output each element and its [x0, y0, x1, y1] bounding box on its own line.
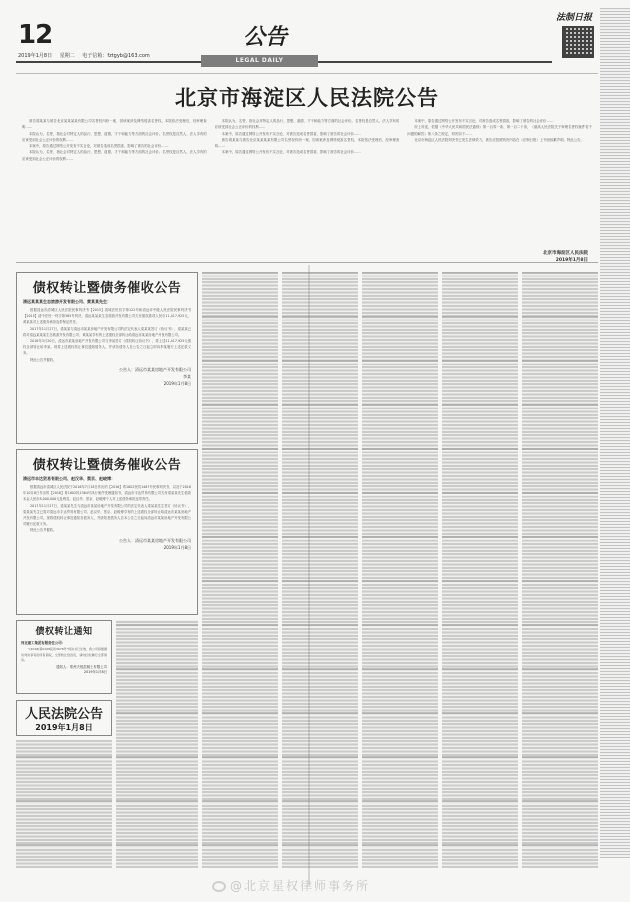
small-print-column — [522, 272, 598, 868]
paragraph: 本案中，原告通过网络公开发布不实言论，对被告造成名誉损害，影响了被告的社会评价…… — [221, 131, 361, 136]
court-notice-badge — [16, 700, 112, 736]
signer-2: 李某 — [183, 373, 191, 379]
small-print-column — [202, 272, 278, 868]
text-column — [22, 118, 207, 258]
notice-date: 2019年1月8日 — [83, 670, 107, 674]
signature-court: 北京市海淀区人民法院 — [543, 251, 588, 256]
court-announcement-title: 北京市海淀区人民法院公告 — [175, 86, 439, 110]
paragraph: 本院认为，名誉，指社会对特定人的品行、思想、道德、才干和能力等方面的社会评价。名誉权是自然人、法人享有的应该受到社会公正评价的权利…… — [22, 150, 207, 161]
paragraph: 本案中，原告通过网络公开发布不实言论，对被告造成名誉损害，影响了被告的社会评价…… — [414, 119, 554, 123]
text-column — [215, 118, 400, 258]
paragraph: 本案中，原告通过网络公开发布不实言论，对被告造成名誉损害，影响了被告的社会评价…… — [29, 144, 169, 149]
page-fold-line — [308, 265, 310, 885]
weibo-icon — [212, 881, 226, 892]
small-print-column — [16, 740, 112, 868]
watermark — [212, 877, 370, 894]
watermark-text: @北京星权律师事务所 — [230, 879, 371, 893]
paragraph: 本院认为，名誉，指社会对特定人的品行、思想、道德、才干和能力等方面的社会评价。名誉权是自然人、法人享有的应该受到社会公正评价的权利…… — [22, 131, 207, 142]
notice-date: 2019年1月8日 — [163, 544, 191, 550]
small-print-column — [442, 272, 518, 868]
signature-date: 2019年1月8日 — [555, 258, 588, 263]
court-signature — [543, 250, 588, 264]
debt-transfer-notice-1 — [16, 272, 198, 444]
paper-logo: 法制日报 — [556, 13, 593, 23]
notice-addressee: 清远某某某生态旅游开发有限公司、黄某某先生： — [23, 299, 111, 304]
page-number: 12 — [18, 20, 53, 50]
notice-title: 债权转让暨债务催收公告 — [32, 281, 182, 296]
paragraph: 本院认为，名誉，指社会对特定人的品行、思想、道德、才干和能力等方面的社会评价。名誉权是自然人、法人享有的应该受到社会公正评价的权利…… — [214, 119, 400, 130]
section-title: 公告 — [242, 24, 287, 50]
small-print-column — [116, 620, 198, 868]
small-print-column — [362, 272, 438, 868]
masthead-rule-right — [318, 61, 552, 63]
paragraph: 特此公告并催收。 — [30, 357, 57, 362]
court-announcement — [16, 73, 598, 263]
notice-title: 债权转让暨债务催收公告 — [32, 458, 182, 473]
paragraph: 2017年11月27日，梁某某与清远市某某房地产开发有限公司的法定代表人梁某某签订《协议书》，梁某某已将对清远某某某生态旅游开发有限公司、黄某某享有的上述债权全部转让给清远市某某房地产开发有限公司。 — [23, 326, 191, 337]
notice-signature — [23, 537, 191, 551]
paragraph: 被告胡某某与被告北京某某某某有限公司名誉权纠纷一案，因该案涉及网络侵害名誉权，本院依法受理后，经审理查明…… — [214, 137, 400, 149]
paragraph: 2018年3月20日，清远市某某房地产开发有限公司与李某签订《债权转让协议书》，将上述11,417,925元债权全部转让给李某。现将上述债权转让事宜通知债务人，并请各债务人自公告之日起立即向李某履行上述还款义务。 — [23, 339, 191, 356]
signer: 公告人：清远市某某房地产开发有限公司 — [119, 366, 191, 372]
paragraph: 根据清远市清城区人民法院民事判决书【2015】清城法民初字第122号和清远市中级人民法院民事判决书【2015】清中法民一终字第365号判决，清远某某某生态旅游开发有限公司欠付债权款项人民币11,417,925元，黄某某对上述债务承担连带保证责任。 — [23, 308, 191, 325]
email-label: 电子信箱： — [82, 53, 108, 59]
debt-transfer-notification — [16, 620, 112, 694]
legal-daily-band: LEGAL DAILY — [201, 55, 318, 67]
paragraph: 北京市海淀区人民法院判决书已发生法律效力，被告应按照判决内容在《法制日报》上刊登致歉声明。特此公告。 — [414, 137, 584, 142]
notice-addressee: 清远市丰达贸易有限公司、赵汉华、蔡京、赵峻博： — [23, 476, 115, 481]
badge-date: 2019年1月8日 — [35, 723, 93, 732]
debt-transfer-notice-2 — [16, 449, 198, 615]
dateline — [18, 52, 156, 59]
notice-signature — [23, 366, 191, 387]
text-column — [407, 118, 592, 258]
notice-body — [23, 307, 191, 363]
notice-addressee: 河北建工集团有限责任公司： — [21, 641, 66, 645]
signer: 通知人：郑州天悦混凝土有限公司 — [56, 664, 107, 669]
qr-code-icon[interactable] — [562, 26, 594, 58]
weekday: 星期二 — [59, 53, 75, 59]
notice-title: 债权转让通知 — [35, 627, 93, 637]
paragraph: 综上所述，依据《中华人民共和国民法通则》第一百零一条、第一百二十条，《最高人民法院关于审理名誉权案件若干问题的解答》第八条之规定，判决如下…… — [407, 125, 593, 136]
paragraph: 被告胡某某与被告北京某某某某有限公司名誉权纠纷一案，因该案涉及网络侵害名誉权，本院依法受理后，经审理查明…… — [22, 119, 207, 130]
notice-body — [23, 484, 191, 534]
adjacent-page-edge — [600, 8, 630, 858]
issue-date: 2019年1月8日 — [18, 53, 53, 59]
notice-signature — [21, 665, 107, 676]
paragraph: "(2018)冀0108民初3078号"判决书已生效，我公司将根据该判决享有的所有债权，全部转让给四包，请向四包履行全部债务。 — [21, 647, 108, 662]
badge-title: 人民法院公告 — [24, 707, 103, 722]
notice-body — [21, 647, 107, 664]
small-print-column — [282, 272, 358, 868]
paragraph: 特此公告并催收。 — [30, 528, 57, 533]
paragraph: 本案中，原告通过网络公开发布不实言论，对被告造成名誉损害，影响了被告的社会评价…… — [221, 150, 361, 155]
notice-date: 2019年1月8日 — [163, 380, 191, 386]
email-address[interactable]: fztgyb@163.com — [107, 53, 150, 59]
court-announcement-body — [22, 118, 592, 258]
paragraph: 2017年11月27日，梁某某先生与清远市某某房地产开发有限公司的法定代表人梁某某先生签订《协议书》，梁某某先生已将对清远市丰达贸易有限公司、赵汉华、蔡京、赵峻博享有的上述债权全部转让给清远市某某房地产开发有限公司。现将债权转让事宜通知各债务人，并请知悉债务人自本公告之日起向清远市某某房地产开发有限公司履行还款义务。 — [23, 503, 191, 527]
paragraph: 根据清远市清城区人民法院于2016年7月18日作出的【2016】粤1802民初1467号民事判决书，以及于2016年10月8日作出的【2016】粤1802执1364号执行案件受理通知书，清远市丰达贸易有限公司欠付梁某某先生借款本金人民币8,000,000元及利息，赵汉华、蔡京、赵峻博个人对上述债务承担连带责任。 — [23, 485, 191, 502]
masthead-rule-left — [16, 61, 202, 63]
signer: 公告人：清远市某某房地产开发有限公司 — [119, 537, 191, 543]
